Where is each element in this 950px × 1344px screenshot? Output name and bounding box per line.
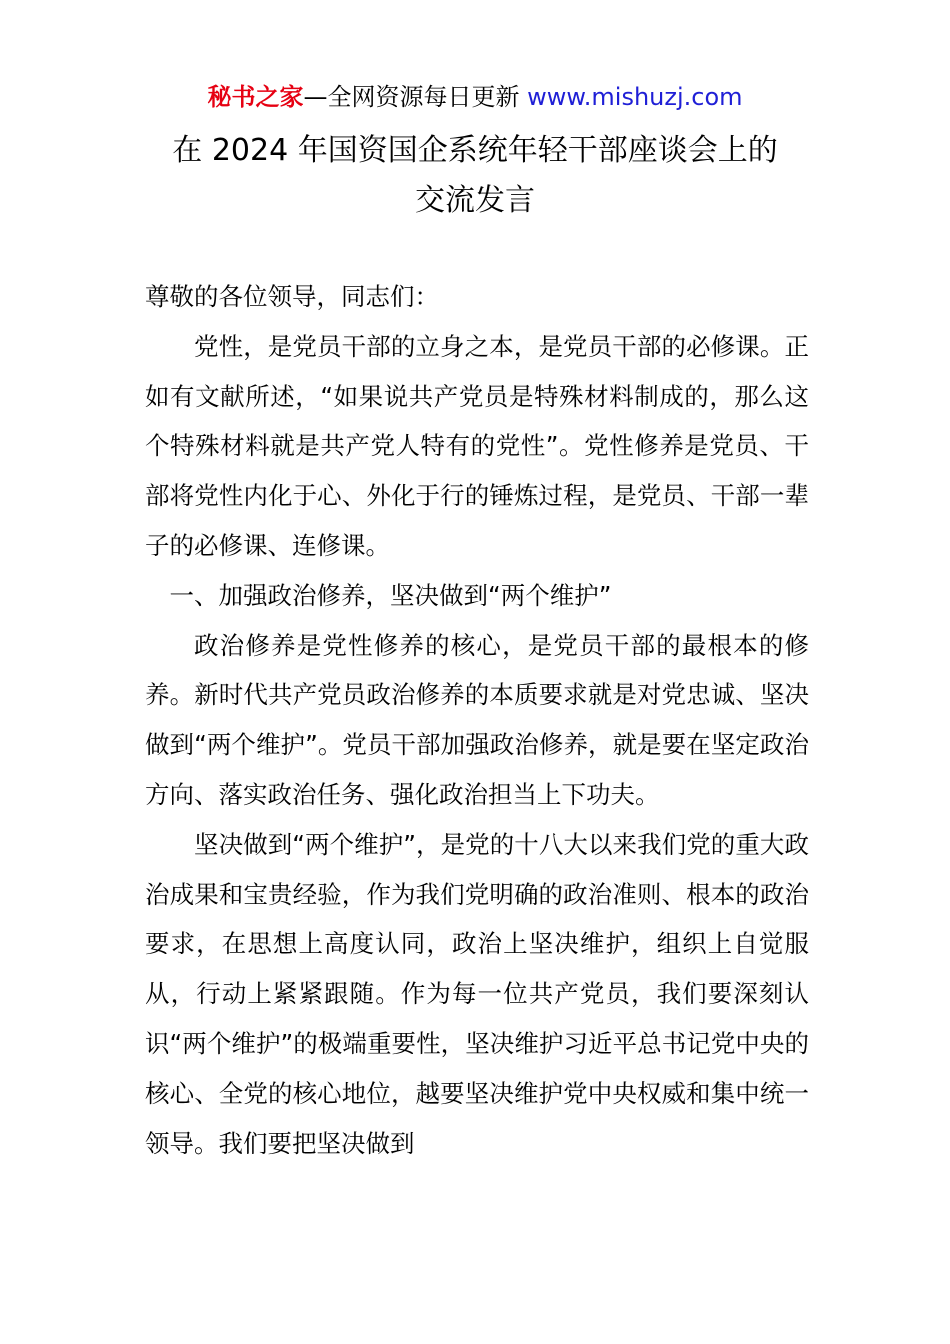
header-tagline: —全网资源每日更新 — [303, 83, 528, 111]
site-header — [0, 80, 950, 114]
paragraph-two-safeguards: 坚决做到“两个维护”，是党的十八大以来我们党的重大政治成果和宝贵经验，作为我们党明确的政治准则、根本的政治要求，在思想上高度认同，政治上坚决维护，组织上自觉服从，行动上紧紧跟随。作为每一位共产党员，我们要深刻认识“两个维护”的极端重要性，坚决维护习近平总书记党中央的核心、全党的核心地位，越要坚决维护党中央权威和集中统一领导。我们要把坚决做到 — [145, 829, 809, 1158]
title-line-2: 交流发言 — [415, 183, 535, 218]
document-body — [145, 272, 809, 1168]
paragraph-political-cultivation: 政治修养是党性修养的核心，是党员干部的最根本的修养。新时代共产党员政治修养的本质要求就是对党忠诚、坚决做到“两个维护”。党员干部加强政治修养，就是要在坚定政治方向、落实政治任务、强化政治担当上下功夫。 — [145, 630, 809, 809]
title-line-1: 在 2024 年国资国企系统年轻干部座谈会上的 — [172, 133, 778, 168]
section-heading: 一、加强政治修养，坚决做到“两个维护” — [169, 580, 612, 610]
salutation: 尊敬的各位领导，同志们： — [145, 282, 439, 311]
document-title — [0, 126, 950, 226]
brand-name: 秘书之家 — [207, 83, 304, 111]
paragraph-intro: 党性，是党员干部的立身之本，是党员干部的必修课。正如有文献所述，“如果说共产党员是特殊材料制成的，那么这个特殊材料就是共产党人特有的党性”。党性修养是党员、干部将党性内化于心、外化于行的锤炼过程，是党员、干部一辈子的必修课、连修课。 — [145, 331, 809, 560]
site-url-link[interactable]: www.mishuzj.com — [527, 83, 743, 111]
